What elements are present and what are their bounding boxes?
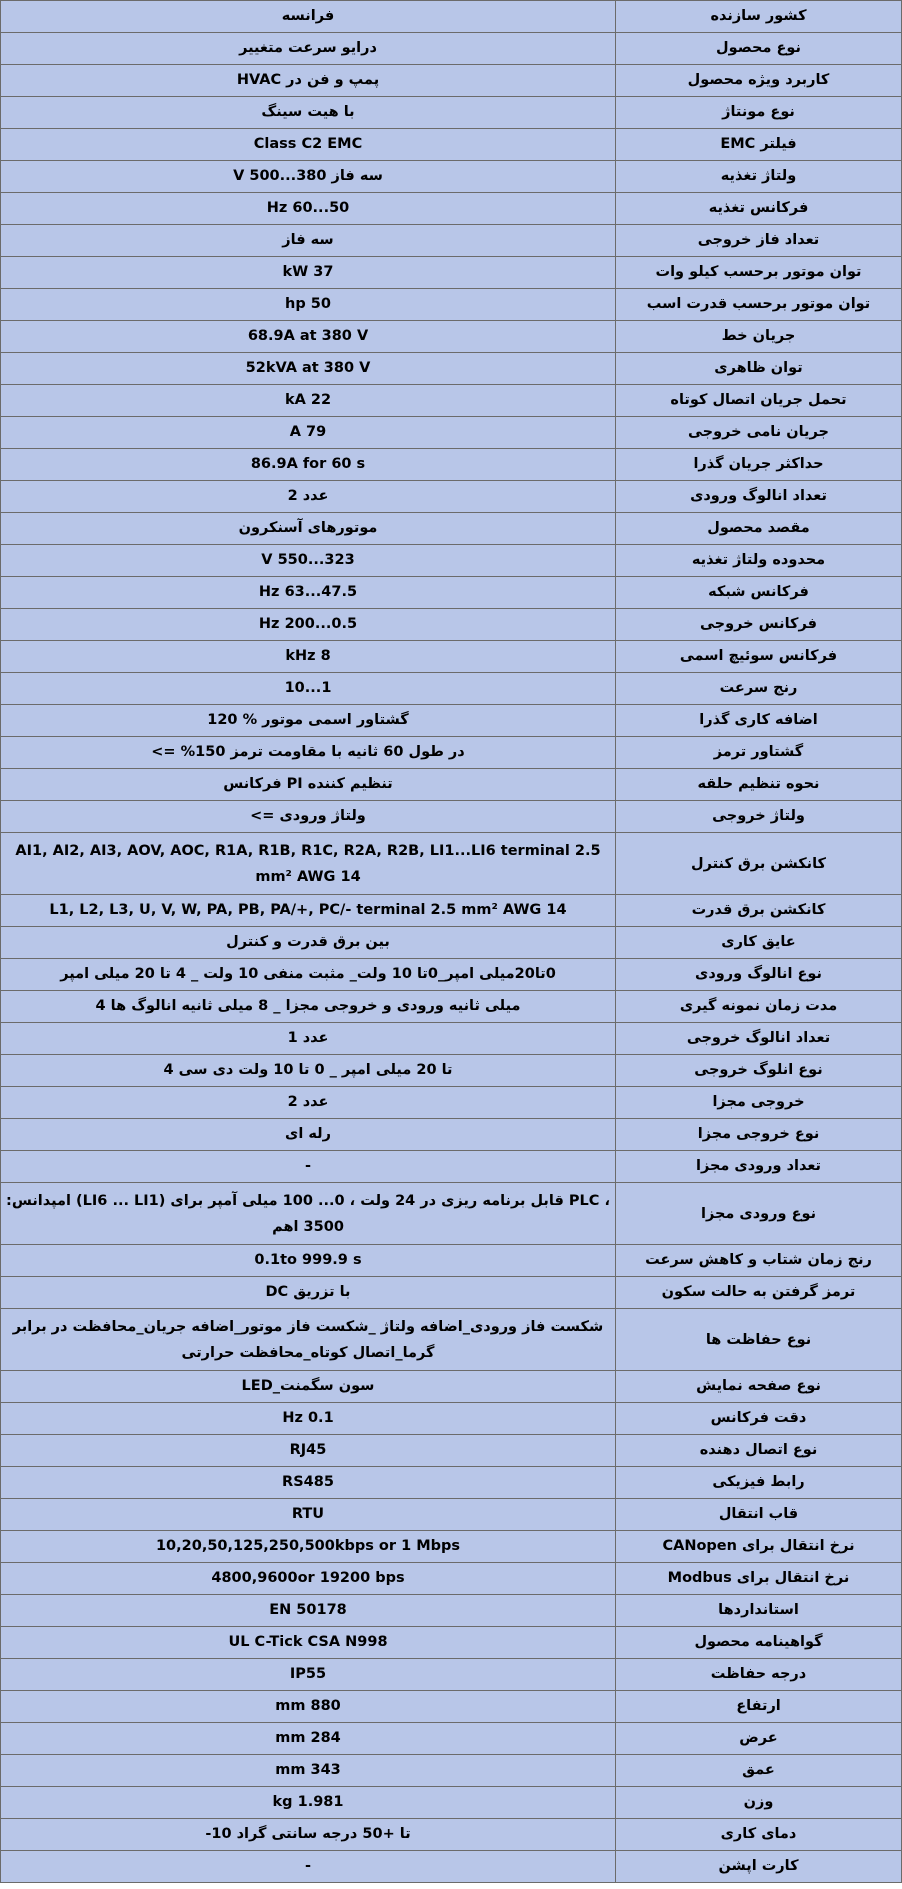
table-row — [1, 129, 902, 161]
table-row — [1, 895, 902, 927]
table-row — [1, 673, 902, 705]
spec-value: 68.9A at 380 V — [1, 321, 616, 353]
spec-value: 50 hp — [1, 289, 616, 321]
table-row — [1, 1309, 902, 1371]
table-row — [1, 801, 902, 833]
table-row — [1, 1499, 902, 1531]
table-row — [1, 289, 902, 321]
spec-label: قاب انتقال — [616, 1499, 902, 1531]
spec-value: 37 kW — [1, 257, 616, 289]
table-row — [1, 609, 902, 641]
spec-value: سه فاز — [1, 225, 616, 257]
table-row — [1, 161, 902, 193]
spec-label: نوع خروجی مجزا — [616, 1119, 902, 1151]
spec-value: 880 mm — [1, 1691, 616, 1723]
table-row — [1, 321, 902, 353]
table-row — [1, 1055, 902, 1087]
table-row — [1, 481, 902, 513]
spec-value: 1...10 — [1, 673, 616, 705]
spec-value: 47.5...63 Hz — [1, 577, 616, 609]
spec-value: UL C-Tick CSA N998 — [1, 1627, 616, 1659]
table-row — [1, 1277, 902, 1309]
spec-value: RTU — [1, 1499, 616, 1531]
spec-label: استانداردها — [616, 1595, 902, 1627]
spec-label: خروجی مجزا — [616, 1087, 902, 1119]
spec-value: Class C2 EMC — [1, 129, 616, 161]
spec-value: 50...60 Hz — [1, 193, 616, 225]
table-row — [1, 1371, 902, 1403]
table-row — [1, 1787, 902, 1819]
spec-value: ، PLC قابل برنامه ریزی در 24 ولت ، 0... 100 میلی آمپر برای (LI6 ... LI1) امپدانس: 3500 اهم — [1, 1183, 616, 1245]
table-row — [1, 97, 902, 129]
spec-label: مدت زمان نمونه گیری — [616, 991, 902, 1023]
spec-value: شکست فاز ورودی_اضافه ولتاژ _شکست فاز موتور_اضافه جریان_محافظت در برابر گرما_اتصال کوتاه_محافظت حرارتی — [1, 1309, 616, 1371]
spec-label: فرکانس خروجی — [616, 609, 902, 641]
spec-value: در طول 60 ثانیه با مقاومت ترمز 150% => — [1, 737, 616, 769]
spec-label: گشتاور ترمز — [616, 737, 902, 769]
table-row — [1, 1723, 902, 1755]
table-row — [1, 353, 902, 385]
spec-value: با تزریق DC — [1, 1277, 616, 1309]
table-row — [1, 257, 902, 289]
spec-label: کارت اپشن — [616, 1851, 902, 1883]
spec-label: توان موتور برحسب قدرت اسب — [616, 289, 902, 321]
spec-value: پمپ و فن در HVAC — [1, 65, 616, 97]
table-row — [1, 1819, 902, 1851]
spec-label: کانکشن برق قدرت — [616, 895, 902, 927]
spec-value: RJ45 — [1, 1435, 616, 1467]
spec-label: ترمز گرفتن به حالت سکون — [616, 1277, 902, 1309]
spec-label: توان موتور برحسب کیلو وات — [616, 257, 902, 289]
table-row — [1, 927, 902, 959]
spec-value: 52kVA at 380 V — [1, 353, 616, 385]
spec-label: نوع صفحه نمایش — [616, 1371, 902, 1403]
spec-label: نحوه تنظیم حلقه — [616, 769, 902, 801]
spec-value: IP55 — [1, 1659, 616, 1691]
spec-label: تعداد فاز خروجی — [616, 225, 902, 257]
spec-value: ولتاژ ورودی => — [1, 801, 616, 833]
spec-label: کانکشن برق کنترل — [616, 833, 902, 895]
spec-label: گواهینامه محصول — [616, 1627, 902, 1659]
spec-label: فرکانس تغذیه — [616, 193, 902, 225]
spec-value: 343 mm — [1, 1755, 616, 1787]
spec-value: AI1, AI2, AI3, AOV, AOC, R1A, R1B, R1C, R2A, R2B, LI1...LI6 terminal 2.5 mm² AWG 14 — [1, 833, 616, 895]
spec-label: تحمل جریان اتصال کوتاه — [616, 385, 902, 417]
spec-value: بین برق قدرت و کنترل — [1, 927, 616, 959]
spec-value: 4800,9600or 19200 bps — [1, 1563, 616, 1595]
spec-value: عدد 2 — [1, 481, 616, 513]
table-row — [1, 1403, 902, 1435]
table-row — [1, 65, 902, 97]
table-row — [1, 1245, 902, 1277]
spec-value: 86.9A for 60 s — [1, 449, 616, 481]
spec-label: فرکانس سوئیچ اسمی — [616, 641, 902, 673]
spec-value: عدد 2 — [1, 1087, 616, 1119]
spec-value: تا 20 میلی امپر _ 0 تا 10 ولت دی سی 4 — [1, 1055, 616, 1087]
spec-label: دقت فرکانس — [616, 1403, 902, 1435]
spec-value: 8 kHz — [1, 641, 616, 673]
spec-value: - — [1, 1851, 616, 1883]
spec-value: با هیت سینگ — [1, 97, 616, 129]
spec-label: نوع انالوگ ورودی — [616, 959, 902, 991]
spec-value: 323...550 V — [1, 545, 616, 577]
table-row — [1, 769, 902, 801]
spec-label: فرکانس شبکه — [616, 577, 902, 609]
table-row — [1, 1151, 902, 1183]
table-row — [1, 641, 902, 673]
spec-value: 0.1 Hz — [1, 1403, 616, 1435]
spec-value: 284 mm — [1, 1723, 616, 1755]
spec-value: 0.1to 999.9 s — [1, 1245, 616, 1277]
spec-label: رنج سرعت — [616, 673, 902, 705]
spec-label: تعداد انالوگ ورودی — [616, 481, 902, 513]
spec-label: نوع محصول — [616, 33, 902, 65]
table-row — [1, 1531, 902, 1563]
spec-label: فیلتر EMC — [616, 129, 902, 161]
table-row — [1, 33, 902, 65]
spec-value: تا +50 درجه سانتی گراد 10- — [1, 1819, 616, 1851]
spec-label: نوع مونتاژ — [616, 97, 902, 129]
table-row — [1, 737, 902, 769]
spec-label: تعداد انالوگ خروجی — [616, 1023, 902, 1055]
table-row — [1, 225, 902, 257]
spec-value: 79 A — [1, 417, 616, 449]
spec-value: فرانسه — [1, 1, 616, 33]
table-row — [1, 1087, 902, 1119]
spec-label: کشور سازنده — [616, 1, 902, 33]
table-row — [1, 1183, 902, 1245]
table-row — [1, 1467, 902, 1499]
spec-label: محدوده ولتاژ تغذیه — [616, 545, 902, 577]
table-row — [1, 1435, 902, 1467]
spec-value: تنظیم کننده PI فرکانس — [1, 769, 616, 801]
spec-label: نوع انلوگ خروجی — [616, 1055, 902, 1087]
table-row — [1, 833, 902, 895]
spec-value: درایو سرعت متغییر — [1, 33, 616, 65]
table-row — [1, 1, 902, 33]
table-row — [1, 705, 902, 737]
spec-label: عرض — [616, 1723, 902, 1755]
spec-label: ولتاژ تغذیه — [616, 161, 902, 193]
table-row — [1, 417, 902, 449]
spec-value: 0.5...200 Hz — [1, 609, 616, 641]
spec-label: اضافه کاری گذرا — [616, 705, 902, 737]
spec-value: عدد 1 — [1, 1023, 616, 1055]
spec-label: دمای کاری — [616, 1819, 902, 1851]
table-row — [1, 1119, 902, 1151]
spec-value: 22 kA — [1, 385, 616, 417]
table-row — [1, 449, 902, 481]
spec-label: حداکثر جریان گذرا — [616, 449, 902, 481]
table-row — [1, 193, 902, 225]
spec-value: موتورهای آسنکرون — [1, 513, 616, 545]
spec-label: درجه حفاظت — [616, 1659, 902, 1691]
table-row — [1, 1595, 902, 1627]
spec-value: RS485 — [1, 1467, 616, 1499]
table-row — [1, 1563, 902, 1595]
spec-label: نرخ انتقال برای Modbus — [616, 1563, 902, 1595]
spec-label: توان ظاهری — [616, 353, 902, 385]
spec-label: ارتفاع — [616, 1691, 902, 1723]
table-row — [1, 959, 902, 991]
table-row — [1, 1023, 902, 1055]
table-row — [1, 577, 902, 609]
table-row — [1, 545, 902, 577]
spec-value: L1, L2, L3, U, V, W, PA, PB, PA/+, PC/- terminal 2.5 mm² AWG 14 — [1, 895, 616, 927]
spec-label: تعداد ورودی مجزا — [616, 1151, 902, 1183]
table-row — [1, 1627, 902, 1659]
table-row — [1, 1659, 902, 1691]
table-row — [1, 1691, 902, 1723]
table-row — [1, 385, 902, 417]
spec-value: رله ای — [1, 1119, 616, 1151]
spec-value: 0تا20میلی امپر_0تا 10 ولت_ مثبت منفی 10 ولت _ 4 تا 20 میلی امپر — [1, 959, 616, 991]
table-row — [1, 1851, 902, 1883]
spec-value: سه فاز 380...500 V — [1, 161, 616, 193]
spec-label: ولتاژ خروجی — [616, 801, 902, 833]
spec-value: - — [1, 1151, 616, 1183]
table-row — [1, 1755, 902, 1787]
spec-label: نوع حفاظت ها — [616, 1309, 902, 1371]
spec-value: گشتاور اسمی موتور % 120 — [1, 705, 616, 737]
table-row — [1, 991, 902, 1023]
spec-label: کاربرد ویژه محصول — [616, 65, 902, 97]
spec-label: عمق — [616, 1755, 902, 1787]
spec-value: میلی ثانیه ورودی و خروجی مجزا _ 8 میلی ثانیه انالوگ ها 4 — [1, 991, 616, 1023]
spec-label: جریان خط — [616, 321, 902, 353]
spec-value: 1.981 kg — [1, 1787, 616, 1819]
spec-label: عایق کاری — [616, 927, 902, 959]
spec-value: EN 50178 — [1, 1595, 616, 1627]
spec-label: وزن — [616, 1787, 902, 1819]
spec-label: نرخ انتقال برای CANopen — [616, 1531, 902, 1563]
spec-value: سون سگمنت_LED — [1, 1371, 616, 1403]
table-row — [1, 513, 902, 545]
spec-label: نوع ورودی مجزا — [616, 1183, 902, 1245]
spec-label: جریان نامی خروجی — [616, 417, 902, 449]
spec-label: مقصد محصول — [616, 513, 902, 545]
spec-label: رنج زمان شتاب و کاهش سرعت — [616, 1245, 902, 1277]
spec-label: نوع اتصال دهنده — [616, 1435, 902, 1467]
spec-label: رابط فیزیکی — [616, 1467, 902, 1499]
spec-table-body — [1, 1, 902, 1883]
spec-value: 10,20,50,125,250,500kbps or 1 Mbps — [1, 1531, 616, 1563]
